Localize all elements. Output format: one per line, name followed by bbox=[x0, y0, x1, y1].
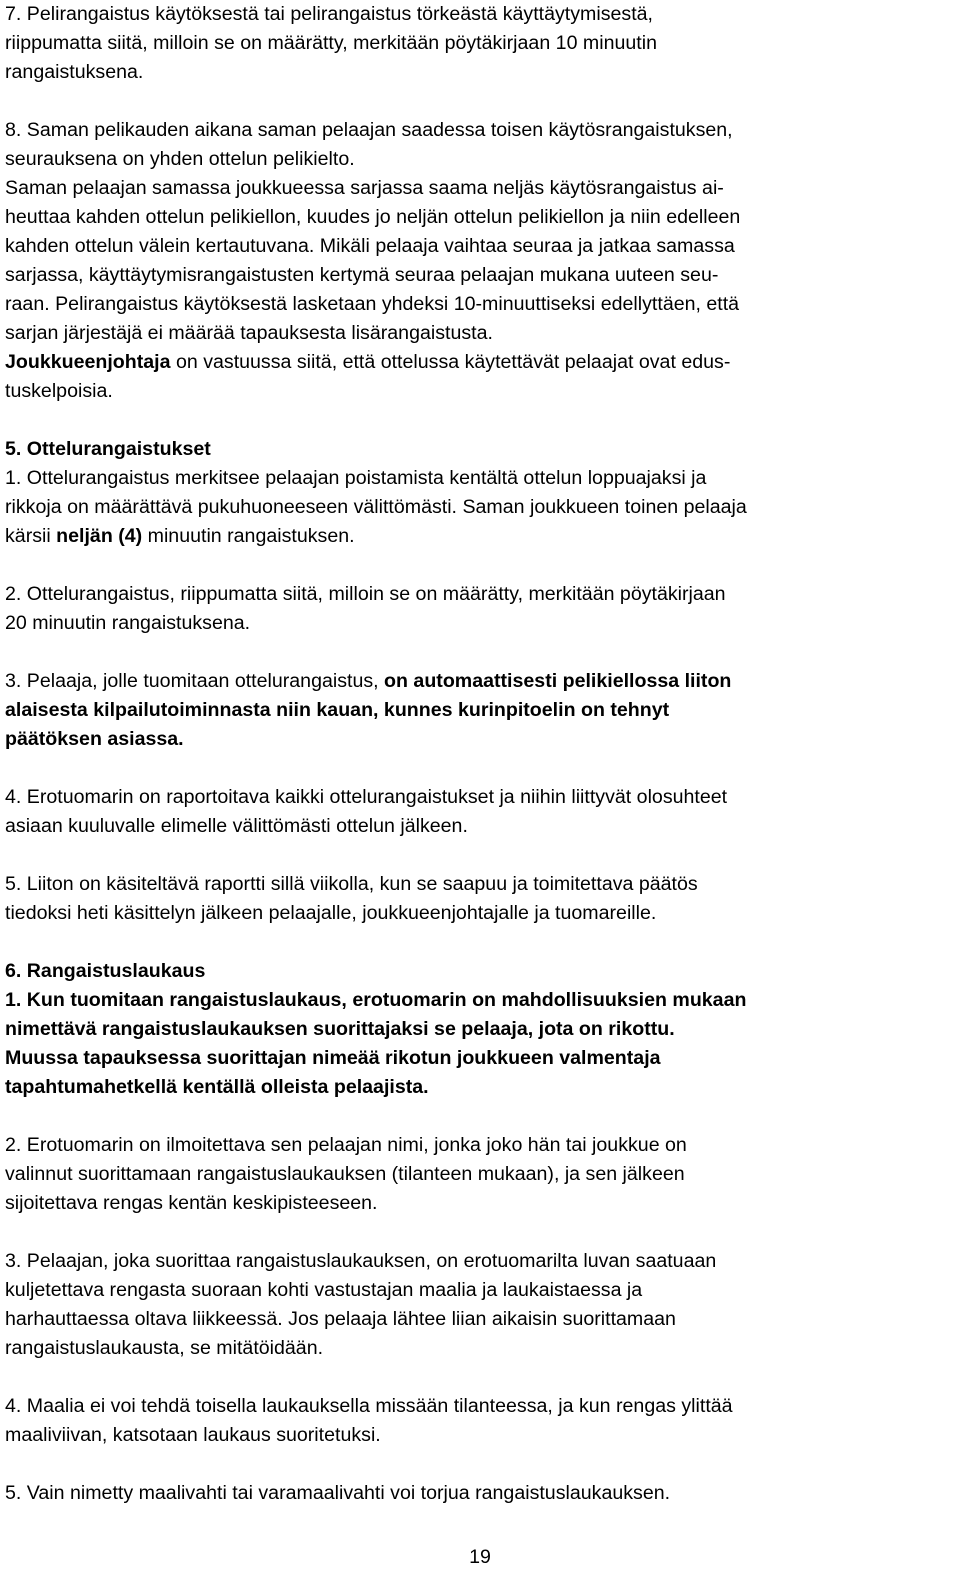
text-line bbox=[5, 522, 955, 551]
text-line bbox=[5, 986, 955, 1015]
paragraph-7 bbox=[5, 0, 955, 87]
text-line: riippumatta siitä, milloin se on määrätty, merkitään pöytäkirjaan 10 minuutin bbox=[5, 32, 657, 54]
section-heading-text: 5. Ottelurangaistukset bbox=[5, 438, 211, 460]
text-line: tiedoksi heti käsittelyn jälkeen pelaajalle, joukkueenjohtajalle ja tuomareille. bbox=[5, 902, 657, 924]
text-line: tuskelpoisia. bbox=[5, 380, 113, 402]
text-line: 2. Ottelurangaistus, riippumatta siitä, milloin se on määrätty, merkitään pöytäkirjaan bbox=[5, 583, 726, 605]
section-6-item-5 bbox=[5, 1479, 955, 1508]
section-6 bbox=[5, 957, 955, 986]
text-line: 5. Vain nimetty maalivahti tai varamaalivahti voi torjua rangaistuslaukauksen. bbox=[5, 1482, 671, 1504]
text-line: sarjan järjestäjä ei määrää tapauksesta lisärangaistusta. bbox=[5, 322, 493, 344]
text-line bbox=[5, 725, 955, 754]
text-line bbox=[5, 1044, 955, 1073]
document-page bbox=[5, 0, 955, 1537]
bold-term: tapahtumahetkellä kentällä olleista pelaajista. bbox=[5, 1076, 429, 1098]
text-line: rangaistuslaukausta, se mitätöidään. bbox=[5, 1337, 324, 1359]
section-heading bbox=[5, 957, 955, 986]
section-heading-text: 6. Rangaistuslaukaus bbox=[5, 960, 206, 982]
text-line: 7. Pelirangaistus käytöksestä tai pelirangaistus törkeästä käyttäytymisestä, bbox=[5, 3, 653, 25]
text-line: 8. Saman pelikauden aikana saman pelaajan saadessa toisen käytösrangaistuksen, bbox=[5, 119, 733, 141]
bold-term: nimettävä rangaistuslaukauksen suorittajaksi se pelaaja, jota on rikottu. bbox=[5, 1018, 675, 1040]
section-5-item-5 bbox=[5, 870, 955, 928]
text-line: 20 minuutin rangaistuksena. bbox=[5, 612, 251, 634]
section-6-item-4 bbox=[5, 1392, 955, 1450]
text-run: kärsii bbox=[5, 525, 57, 547]
section-6-item-3 bbox=[5, 1247, 955, 1363]
text-line: seurauksena on yhden ottelun pelikielto. bbox=[5, 148, 355, 170]
bold-term: Joukkueenjohtaja bbox=[5, 351, 171, 373]
section-5 bbox=[5, 435, 955, 464]
page-number: 19 bbox=[469, 1546, 491, 1568]
text-line: harhauttaessa oltava liikkeessä. Jos pelaaja lähtee liian aikaisin suorittamaan bbox=[5, 1308, 676, 1330]
bold-term: neljän (4) bbox=[56, 525, 143, 547]
text-line: sarjassa, käyttäytymisrangaistusten kertymä seuraa pelaajan mukana uuteen seu- bbox=[5, 264, 719, 286]
section-6-item-1 bbox=[5, 986, 955, 1102]
text-line: heuttaa kahden ottelun pelikiellon, kuudes jo neljän ottelun pelikiellon ja niin edelleen bbox=[5, 206, 741, 228]
section-5-item-4 bbox=[5, 783, 955, 841]
text-line bbox=[5, 1073, 955, 1102]
text-line: 1. Ottelurangaistus merkitsee pelaajan poistamista kentältä ottelun loppuajaksi ja bbox=[5, 467, 707, 489]
text-line: maaliviivan, katsotaan laukaus suoritetuksi. bbox=[5, 1424, 381, 1446]
section-heading bbox=[5, 435, 955, 464]
text-line: rangaistuksena. bbox=[5, 61, 144, 83]
section-5-item-3 bbox=[5, 667, 955, 754]
text-line bbox=[5, 696, 955, 725]
text-line: 4. Erotuomarin on raportoitava kaikki ottelurangaistukset ja niihin liittyvät olosuhteet bbox=[5, 786, 728, 808]
text-line: Saman pelaajan samassa joukkueessa sarjassa saama neljäs käytösrangaistus ai- bbox=[5, 177, 724, 199]
section-5-item-1 bbox=[5, 464, 955, 551]
text-line: raan. Pelirangaistus käytöksestä lasketaan yhdeksi 10-minuuttiseksi edellyttäen, että bbox=[5, 293, 740, 315]
bold-term: päätöksen asiassa. bbox=[5, 728, 184, 750]
text-line: 2. Erotuomarin on ilmoitettava sen pelaajan nimi, jonka joko hän tai joukkue on bbox=[5, 1134, 687, 1156]
text-line: 3. Pelaajan, joka suorittaa rangaistuslaukauksen, on erotuomarilta luvan saatuaan bbox=[5, 1250, 717, 1272]
text-line bbox=[5, 1015, 955, 1044]
text-line bbox=[5, 667, 955, 696]
text-line: asiaan kuuluvalle elimelle välittömästi ottelun jälkeen. bbox=[5, 815, 468, 837]
text-line: kahden ottelun välein kertautuvana. Mikäli pelaaja vaihtaa seuraa ja jatkaa samassa bbox=[5, 235, 735, 257]
text-run: 3. Pelaaja, jolle tuomitaan ottelurangaistus, bbox=[5, 670, 385, 692]
section-6-item-2 bbox=[5, 1131, 955, 1218]
text-line: valinnut suorittamaan rangaistuslaukauksen (tilanteen mukaan), ja sen jälkeen bbox=[5, 1163, 685, 1185]
text-line: 5. Liiton on käsiteltävä raportti sillä viikolla, kun se saapuu ja toimitettava päätös bbox=[5, 873, 698, 895]
text-line: sijoitettava rengas kentän keskipisteeseen. bbox=[5, 1192, 378, 1214]
text-line: rikkoja on määrättävä pukuhuoneeseen välittömästi. Saman joukkueen toinen pelaaja bbox=[5, 496, 747, 518]
bold-term: on automaattisesti pelikiellossa liiton bbox=[384, 670, 732, 692]
bold-term: 1. Kun tuomitaan rangaistuslaukaus, erotuomarin on mahdollisuuksien mukaan bbox=[5, 989, 747, 1011]
text-run: on vastuussa siitä, että ottelussa käytettävät pelaajat ovat edus- bbox=[170, 351, 731, 373]
bold-term: Muussa tapauksessa suorittajan nimeää rikotun joukkueen valmentaja bbox=[5, 1047, 661, 1069]
bold-term: alaisesta kilpailutoiminnasta niin kauan, kunnes kurinpitoelin on tehnyt bbox=[5, 699, 670, 721]
text-line: kuljetettava rengasta suoraan kohti vastustajan maalia ja laukaistaessa ja bbox=[5, 1279, 643, 1301]
text-run: minuutin rangaistuksen. bbox=[142, 525, 355, 547]
paragraph-8 bbox=[5, 116, 955, 406]
section-5-item-2 bbox=[5, 580, 955, 638]
text-line bbox=[5, 348, 955, 377]
text-line: 4. Maalia ei voi tehdä toisella laukauksella missään tilanteessa, ja kun rengas ylittää bbox=[5, 1395, 733, 1417]
